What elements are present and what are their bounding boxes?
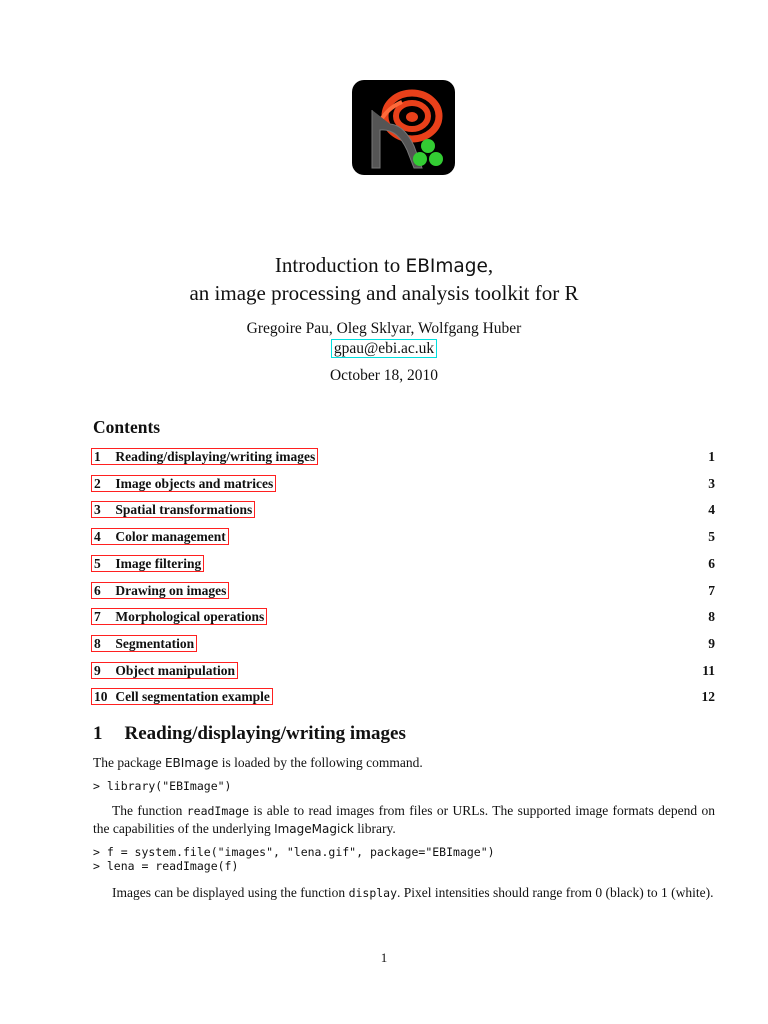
paragraph-3: Images can be displayed using the function display. Pixel intensities should range from 0 (black) to 1 (white). bbox=[112, 885, 714, 900]
toc-number: 3 bbox=[94, 502, 101, 518]
toc-page-number: 5 bbox=[708, 529, 715, 545]
toc-link-9[interactable] bbox=[91, 662, 238, 679]
section-heading: 1 Reading/displaying/writing images bbox=[93, 723, 406, 744]
toc-page-number: 8 bbox=[708, 609, 715, 625]
toc-number: 4 bbox=[94, 529, 101, 545]
toc-row bbox=[91, 475, 715, 493]
toc-row bbox=[91, 608, 715, 626]
toc-page-number: 3 bbox=[708, 475, 715, 491]
page-number: 1 bbox=[380, 950, 388, 965]
toc-label: Color management bbox=[115, 529, 226, 545]
date: October 18, 2010 bbox=[329, 367, 439, 384]
toc-page-number: 11 bbox=[702, 662, 715, 678]
toc-link-7[interactable] bbox=[91, 608, 267, 625]
email-link-wrap bbox=[0, 340, 768, 358]
toc-link-1[interactable] bbox=[91, 448, 318, 465]
toc-number: 7 bbox=[94, 609, 101, 625]
toc-label: Drawing on images bbox=[115, 582, 227, 598]
code-block-2-line-1: > f = system.file("images", "lena.gif", package="EBImage") bbox=[93, 845, 495, 859]
package-name: EBImage bbox=[405, 256, 488, 277]
toc-page-number: 7 bbox=[708, 582, 715, 598]
toc-link-6[interactable] bbox=[91, 582, 229, 599]
toc-row bbox=[91, 688, 715, 706]
toc-row bbox=[91, 662, 715, 680]
toc-page-number: 4 bbox=[708, 502, 715, 518]
toc-label: Spatial transformations bbox=[115, 502, 253, 518]
toc-row bbox=[91, 501, 715, 519]
toc-label: Cell segmentation example bbox=[115, 689, 270, 705]
toc-number: 6 bbox=[94, 582, 101, 598]
email-link[interactable]: gpau@ebi.ac.uk bbox=[331, 339, 437, 358]
toc-row bbox=[91, 582, 715, 600]
toc-label: Reading/displaying/writing images bbox=[115, 449, 316, 464]
ebimage-logo-icon bbox=[352, 80, 455, 175]
toc-link-8[interactable] bbox=[91, 635, 197, 652]
toc-label: Image filtering bbox=[115, 555, 202, 571]
toc-row bbox=[91, 528, 715, 546]
toc-link-4[interactable] bbox=[91, 528, 229, 545]
toc-page-number: 1 bbox=[708, 449, 715, 464]
toc-link-2[interactable] bbox=[91, 475, 276, 492]
toc-label: Object manipulation bbox=[115, 662, 236, 678]
toc-row bbox=[91, 448, 715, 466]
toc-number: 5 bbox=[94, 555, 101, 571]
toc-row bbox=[91, 635, 715, 653]
toc-label: Image objects and matrices bbox=[115, 475, 274, 491]
toc-page-number: 9 bbox=[708, 635, 715, 651]
paragraph-1: The package EBImage is loaded by the following command. bbox=[93, 755, 423, 770]
toc-number: 2 bbox=[94, 475, 101, 491]
toc-link-3[interactable] bbox=[91, 501, 255, 518]
toc-label: Morphological operations bbox=[115, 609, 265, 625]
title-line-2: an image processing and analysis toolkit for R bbox=[189, 281, 579, 305]
authors: Gregoire Pau, Oleg Sklyar, Wolfgang Huber bbox=[246, 320, 522, 337]
toc-link-5[interactable] bbox=[91, 555, 204, 572]
code-block-2-line-2: > lena = readImage(f) bbox=[93, 859, 239, 873]
title-line-1: Introduction to EBImage, bbox=[274, 253, 494, 277]
toc-label: Segmentation bbox=[115, 635, 195, 651]
contents-heading: Contents bbox=[93, 417, 161, 437]
toc-number: 1 bbox=[94, 449, 101, 464]
code-block-1: > library("EBImage") bbox=[93, 779, 232, 793]
toc-number: 9 bbox=[94, 662, 101, 678]
toc-page-number: 6 bbox=[708, 555, 715, 571]
toc-number: 8 bbox=[94, 635, 101, 651]
toc-number: 10 bbox=[94, 689, 108, 705]
toc-link-10[interactable] bbox=[91, 688, 273, 705]
paragraph-2: The function readImage is able to read images from files or URLs. The supported image formats depend on the capabilities of the underlying ImageMagick library. bbox=[93, 803, 716, 836]
toc-row bbox=[91, 555, 715, 573]
toc-page-number: 12 bbox=[701, 689, 715, 705]
